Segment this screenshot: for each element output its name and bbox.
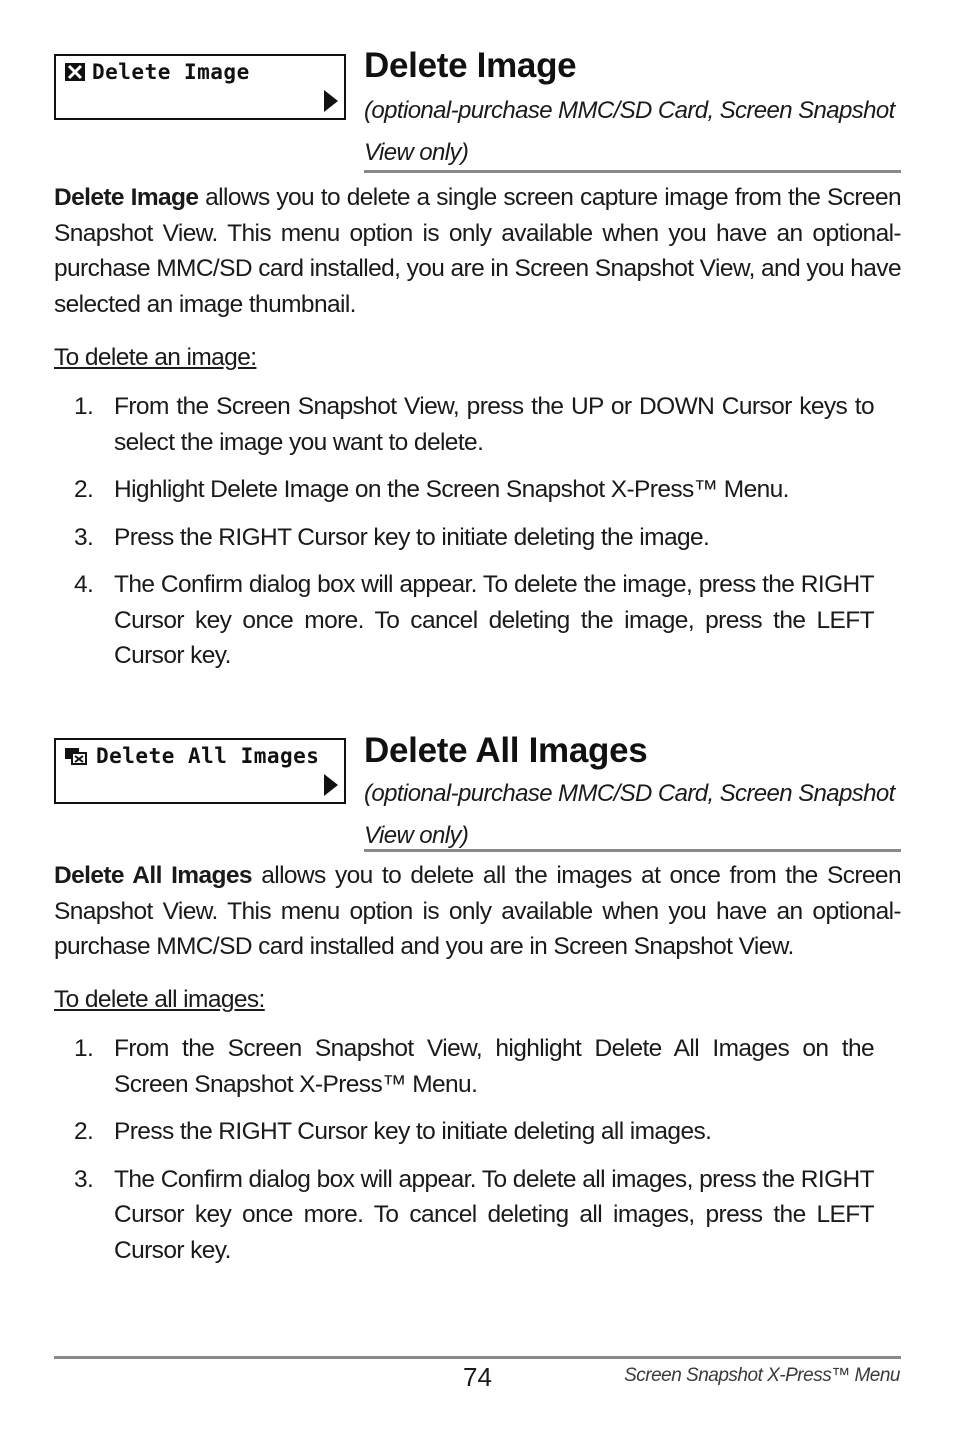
step-number: 2.: [74, 1118, 94, 1145]
right-arrow-icon: [324, 774, 338, 796]
step-item: [54, 1114, 874, 1150]
step-number: 2.: [74, 476, 94, 503]
menu-label-wrap: [64, 60, 250, 84]
x-box-icon: [64, 62, 86, 82]
description-text: allows you to delete a single screen capture image from the Screen Snapshot View. This menu option is only available when you have an optional-purchase MMC/SD card installed, you are in Screen Snapshot View, and you have selected an image thumbnail.: [54, 184, 901, 318]
step-text: The Confirm dialog box will appear. To delete all images, press the RIGHT Cursor key once more. To cancel deleting all images, press the LEFT Cursor key.: [114, 1165, 874, 1264]
procedure-steps: [54, 389, 874, 686]
footer-rule: [54, 1356, 901, 1359]
step-item: [54, 389, 874, 460]
description-bold: Delete All Images: [54, 862, 252, 889]
section-heading: Delete Image: [364, 46, 577, 85]
step-item: [54, 1162, 874, 1269]
step-item: [54, 1031, 874, 1102]
menu-label-wrap: [64, 744, 319, 768]
right-arrow-icon: [324, 90, 338, 112]
description-text: allows you to delete all the images at once from the Screen Snapshot View. This menu option is only available when you have an optional-purchase MMC/SD card installed and you are in Screen Snapshot View.: [54, 862, 901, 960]
description-bold: Delete Image: [54, 184, 199, 211]
step-text: Press the RIGHT Cursor key to initiate deleting all images.: [114, 1118, 712, 1145]
step-number: 3.: [74, 1165, 94, 1193]
menu-label: Delete Image: [92, 60, 250, 84]
step-text: From the Screen Snapshot View, highlight Delete All Images on the Screen Snapshot X-Press™ Menu.: [114, 1035, 874, 1098]
step-text: From the Screen Snapshot View, press the UP or DOWN Cursor keys to select the image you want to delete.: [114, 393, 874, 456]
step-text: The Confirm dialog box will appear. To delete the image, press the RIGHT Cursor key once more. To cancel deleting the image, press the LEFT Cursor key.: [114, 571, 874, 669]
procedure-steps: [54, 1031, 874, 1280]
section-description: [54, 858, 901, 965]
heading-rule: [364, 170, 901, 173]
menu-box-delete-all-images[interactable]: [54, 738, 346, 804]
procedure-title: To delete an image:: [54, 344, 257, 371]
section-description: [54, 180, 901, 322]
menu-box-delete-image[interactable]: [54, 54, 346, 120]
step-item: [54, 567, 874, 674]
footer-title: Screen Snapshot X-Press™ Menu: [624, 1365, 900, 1386]
section-heading: Delete All Images: [364, 731, 648, 770]
page-number: 74: [463, 1362, 492, 1392]
menu-label: Delete All Images: [96, 744, 320, 768]
heading-rule: [364, 849, 901, 852]
section-subtitle: (optional-purchase MMC/SD Card, Screen Snapshot View only): [364, 780, 895, 849]
step-item: [54, 472, 874, 508]
step-text: Press the RIGHT Cursor key to initiate deleting the image.: [114, 523, 710, 551]
step-number: 4.: [74, 571, 94, 598]
procedure-title: To delete all images:: [54, 986, 265, 1013]
step-text: Highlight Delete Image on the Screen Snapshot X-Press™ Menu.: [114, 476, 789, 503]
step-number: 1.: [74, 393, 94, 420]
step-number: 3.: [74, 523, 94, 551]
step-number: 1.: [74, 1035, 94, 1062]
section-subtitle: (optional-purchase MMC/SD Card, Screen Snapshot View only): [364, 97, 895, 166]
step-item: [54, 520, 874, 556]
multi-image-icon: [64, 746, 90, 766]
